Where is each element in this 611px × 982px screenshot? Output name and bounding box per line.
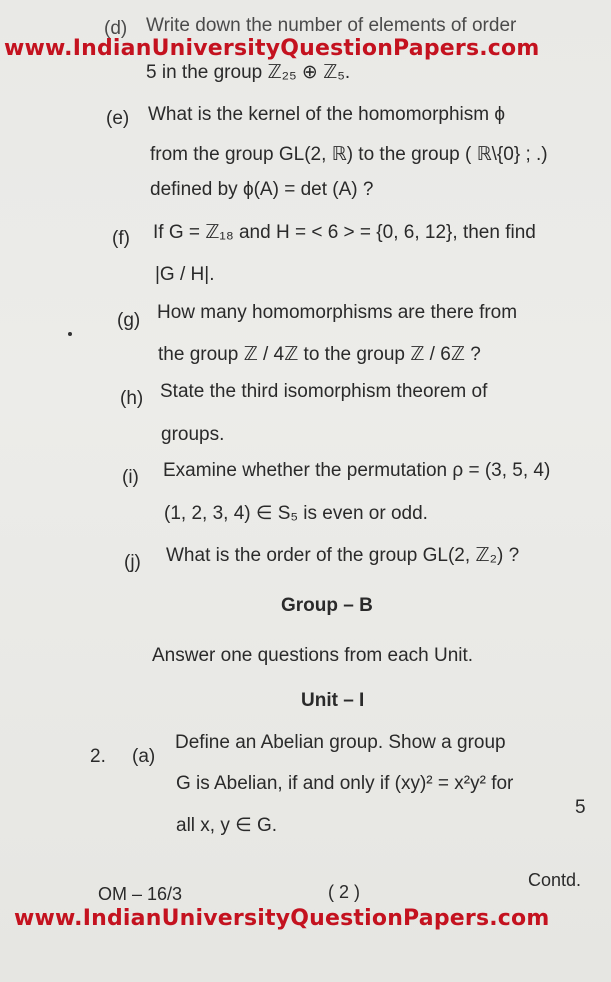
footer-page-number: ( 2 ) xyxy=(328,882,361,902)
question-f-line1: If G = ℤ₁₈ and H = < 6 > = {0, 6, 12}, then find xyxy=(153,222,536,243)
question-2a-line2: G is Abelian, if and only if (xy)² = x²y² for xyxy=(176,773,514,794)
instruction-text: Answer one questions from each Unit. xyxy=(152,645,474,666)
question-label-g: (g) xyxy=(117,310,141,331)
question-e-line3: defined by ϕ(A) = det (A) ? xyxy=(150,179,374,200)
question-f-line2: |G / H|. xyxy=(155,264,215,285)
question-d-line1: Write down the number of elements of order xyxy=(146,15,517,36)
question-e-line2: from the group GL(2, ℝ) to the group ( ℝ\{0} ; .) xyxy=(150,144,548,165)
question-e-line1: What is the kernel of the homomorphism ϕ xyxy=(148,104,506,125)
question-label-d: (d) xyxy=(104,18,128,39)
question-2a-marks: 5 xyxy=(575,797,586,818)
question-2-number: 2. xyxy=(90,746,106,767)
question-label-f: (f) xyxy=(112,228,130,249)
question-label-j: (j) xyxy=(124,552,141,573)
unit-title: Unit – I xyxy=(301,690,365,711)
stray-mark xyxy=(68,332,72,336)
footer-contd: Contd. xyxy=(528,870,582,890)
question-d-line2: 5 in the group ℤ₂₅ ⊕ ℤ₅. xyxy=(146,62,351,83)
question-2a-label: (a) xyxy=(132,746,156,767)
question-label-h: (h) xyxy=(120,388,144,409)
question-label-e: (e) xyxy=(106,108,130,129)
group-title: Group – B xyxy=(281,595,373,616)
question-h-line1: State the third isomorphism theorem of xyxy=(160,381,488,402)
footer-code: OM – 16/3 xyxy=(98,884,183,904)
question-i-line1: Examine whether the permutation ρ = (3, 5, 4) xyxy=(163,460,551,481)
question-j-line1: What is the order of the group GL(2, ℤ₂) ? xyxy=(166,545,520,566)
watermark-bottom[interactable]: www.IndianUniversityQuestionPapers.com xyxy=(14,906,550,931)
question-g-line1: How many homomorphisms are there from xyxy=(157,302,518,323)
watermark-top[interactable]: www.IndianUniversityQuestionPapers.com xyxy=(4,36,540,61)
question-2a-line3: all x, y ∈ G. xyxy=(176,815,278,836)
question-g-line2: the group ℤ / 4ℤ to the group ℤ / 6ℤ ? xyxy=(158,344,481,365)
question-label-i: (i) xyxy=(122,467,139,488)
question-2a-line1: Define an Abelian group. Show a group xyxy=(175,732,506,753)
question-i-line2: (1, 2, 3, 4) ∈ S₅ is even or odd. xyxy=(164,503,428,524)
question-h-line2: groups. xyxy=(161,424,225,445)
